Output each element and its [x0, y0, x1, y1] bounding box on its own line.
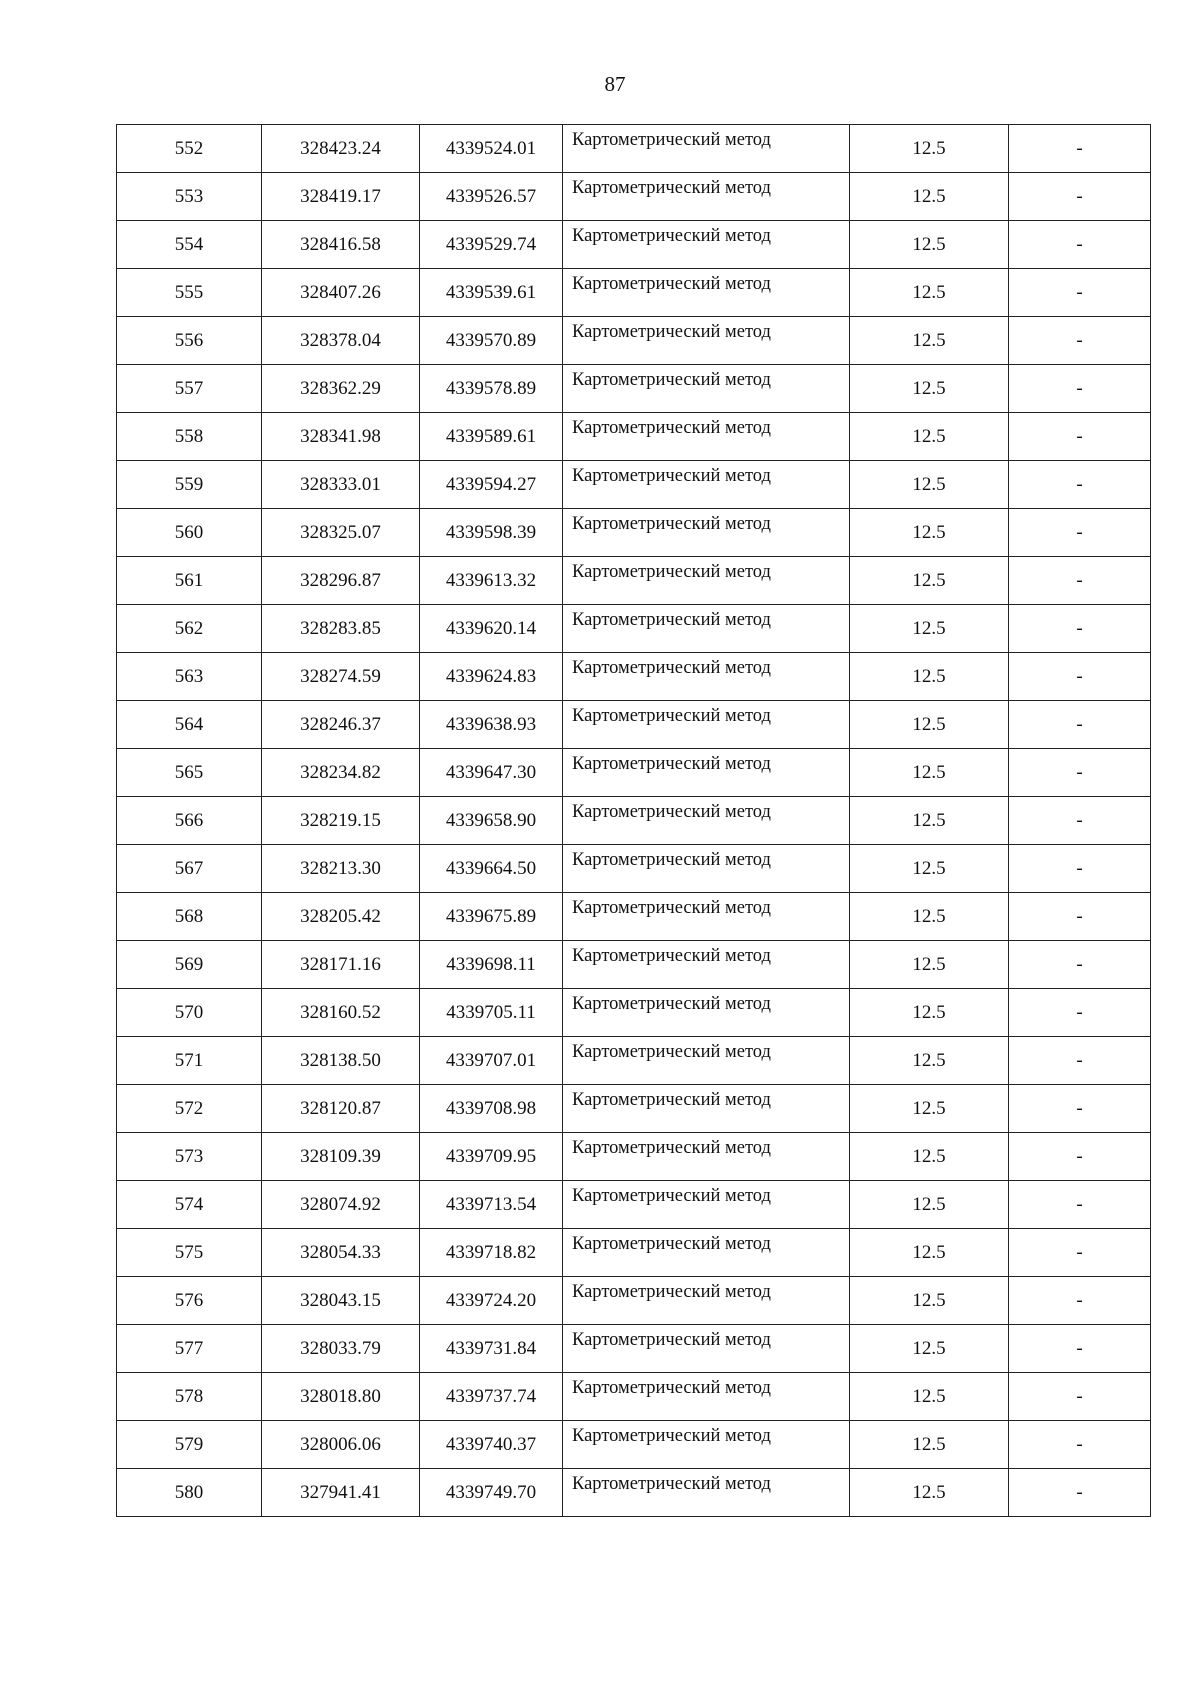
accuracy-cell: 12.5 — [850, 1277, 1009, 1325]
accuracy-cell: 12.5 — [850, 413, 1009, 461]
x-coordinate-cell: 328138.50 — [262, 1037, 420, 1085]
x-coordinate-cell: 328341.98 — [262, 413, 420, 461]
y-coordinate-cell: 4339713.54 — [420, 1181, 563, 1229]
point-number-cell: 570 — [117, 989, 262, 1037]
point-number-cell: 558 — [117, 413, 262, 461]
x-coordinate-cell: 327941.41 — [262, 1469, 420, 1517]
note-cell: - — [1009, 365, 1151, 413]
note-cell: - — [1009, 221, 1151, 269]
y-coordinate-cell: 4339589.61 — [420, 413, 563, 461]
point-number-cell: 577 — [117, 1325, 262, 1373]
table-row — [117, 941, 1151, 989]
y-coordinate-cell: 4339647.30 — [420, 749, 563, 797]
method-cell: Картометрический метод — [563, 941, 850, 989]
point-number-cell: 554 — [117, 221, 262, 269]
point-number-cell: 556 — [117, 317, 262, 365]
table-row — [117, 1037, 1151, 1085]
x-coordinate-cell: 328296.87 — [262, 557, 420, 605]
x-coordinate-cell: 328018.80 — [262, 1373, 420, 1421]
accuracy-cell: 12.5 — [850, 1421, 1009, 1469]
note-cell: - — [1009, 317, 1151, 365]
note-cell: - — [1009, 653, 1151, 701]
note-cell: - — [1009, 845, 1151, 893]
method-cell: Картометрический метод — [563, 509, 850, 557]
y-coordinate-cell: 4339675.89 — [420, 893, 563, 941]
accuracy-cell: 12.5 — [850, 365, 1009, 413]
method-cell: Картометрический метод — [563, 701, 850, 749]
note-cell: - — [1009, 557, 1151, 605]
note-cell: - — [1009, 797, 1151, 845]
point-number-cell: 559 — [117, 461, 262, 509]
accuracy-cell: 12.5 — [850, 749, 1009, 797]
table-row — [117, 1373, 1151, 1421]
method-cell: Картометрический метод — [563, 1373, 850, 1421]
table-row — [117, 1181, 1151, 1229]
y-coordinate-cell: 4339708.98 — [420, 1085, 563, 1133]
method-cell: Картометрический метод — [563, 749, 850, 797]
y-coordinate-cell: 4339709.95 — [420, 1133, 563, 1181]
x-coordinate-cell: 328171.16 — [262, 941, 420, 989]
note-cell: - — [1009, 941, 1151, 989]
x-coordinate-cell: 328219.15 — [262, 797, 420, 845]
y-coordinate-cell: 4339731.84 — [420, 1325, 563, 1373]
table-row — [117, 557, 1151, 605]
x-coordinate-cell: 328120.87 — [262, 1085, 420, 1133]
y-coordinate-cell: 4339749.70 — [420, 1469, 563, 1517]
y-coordinate-cell: 4339698.11 — [420, 941, 563, 989]
point-number-cell: 575 — [117, 1229, 262, 1277]
point-number-cell: 568 — [117, 893, 262, 941]
table-row — [117, 1277, 1151, 1325]
x-coordinate-cell: 328325.07 — [262, 509, 420, 557]
table-row — [117, 413, 1151, 461]
accuracy-cell: 12.5 — [850, 317, 1009, 365]
table-row — [117, 1421, 1151, 1469]
table-row — [117, 1325, 1151, 1373]
point-number-cell: 566 — [117, 797, 262, 845]
note-cell: - — [1009, 1181, 1151, 1229]
y-coordinate-cell: 4339594.27 — [420, 461, 563, 509]
point-number-cell: 573 — [117, 1133, 262, 1181]
point-number-cell: 557 — [117, 365, 262, 413]
note-cell: - — [1009, 893, 1151, 941]
method-cell: Картометрический метод — [563, 269, 850, 317]
accuracy-cell: 12.5 — [850, 941, 1009, 989]
table-row — [117, 797, 1151, 845]
point-number-cell: 564 — [117, 701, 262, 749]
point-number-cell: 574 — [117, 1181, 262, 1229]
accuracy-cell: 12.5 — [850, 461, 1009, 509]
y-coordinate-cell: 4339707.01 — [420, 1037, 563, 1085]
point-number-cell: 562 — [117, 605, 262, 653]
point-number-cell: 553 — [117, 173, 262, 221]
method-cell: Картометрический метод — [563, 1181, 850, 1229]
table-row — [117, 365, 1151, 413]
x-coordinate-cell: 328234.82 — [262, 749, 420, 797]
method-cell: Картометрический метод — [563, 1469, 850, 1517]
note-cell: - — [1009, 605, 1151, 653]
x-coordinate-cell: 328378.04 — [262, 317, 420, 365]
note-cell: - — [1009, 1373, 1151, 1421]
method-cell: Картометрический метод — [563, 1085, 850, 1133]
x-coordinate-cell: 328213.30 — [262, 845, 420, 893]
y-coordinate-cell: 4339624.83 — [420, 653, 563, 701]
point-number-cell: 561 — [117, 557, 262, 605]
note-cell: - — [1009, 989, 1151, 1037]
method-cell: Картометрический метод — [563, 653, 850, 701]
x-coordinate-cell: 328416.58 — [262, 221, 420, 269]
y-coordinate-cell: 4339724.20 — [420, 1277, 563, 1325]
point-number-cell: 565 — [117, 749, 262, 797]
y-coordinate-cell: 4339705.11 — [420, 989, 563, 1037]
table-row — [117, 1469, 1151, 1517]
point-number-cell: 560 — [117, 509, 262, 557]
note-cell: - — [1009, 1085, 1151, 1133]
x-coordinate-cell: 328160.52 — [262, 989, 420, 1037]
x-coordinate-cell: 328283.85 — [262, 605, 420, 653]
method-cell: Картометрический метод — [563, 365, 850, 413]
table-row — [117, 1133, 1151, 1181]
table-row — [117, 989, 1151, 1037]
point-number-cell: 555 — [117, 269, 262, 317]
y-coordinate-cell: 4339658.90 — [420, 797, 563, 845]
table-row — [117, 605, 1151, 653]
note-cell: - — [1009, 509, 1151, 557]
y-coordinate-cell: 4339664.50 — [420, 845, 563, 893]
y-coordinate-cell: 4339529.74 — [420, 221, 563, 269]
table-row — [117, 221, 1151, 269]
x-coordinate-cell: 328274.59 — [262, 653, 420, 701]
accuracy-cell: 12.5 — [850, 1085, 1009, 1133]
note-cell: - — [1009, 173, 1151, 221]
accuracy-cell: 12.5 — [850, 845, 1009, 893]
method-cell: Картометрический метод — [563, 461, 850, 509]
x-coordinate-cell: 328205.42 — [262, 893, 420, 941]
note-cell: - — [1009, 1325, 1151, 1373]
note-cell: - — [1009, 1469, 1151, 1517]
accuracy-cell: 12.5 — [850, 1229, 1009, 1277]
y-coordinate-cell: 4339524.01 — [420, 125, 563, 173]
x-coordinate-cell: 328054.33 — [262, 1229, 420, 1277]
note-cell: - — [1009, 461, 1151, 509]
accuracy-cell: 12.5 — [850, 605, 1009, 653]
method-cell: Картометрический метод — [563, 317, 850, 365]
y-coordinate-cell: 4339578.89 — [420, 365, 563, 413]
x-coordinate-cell: 328333.01 — [262, 461, 420, 509]
method-cell: Картометрический метод — [563, 797, 850, 845]
table-row — [117, 509, 1151, 557]
x-coordinate-cell: 328407.26 — [262, 269, 420, 317]
y-coordinate-cell: 4339718.82 — [420, 1229, 563, 1277]
x-coordinate-cell: 328043.15 — [262, 1277, 420, 1325]
x-coordinate-cell: 328006.06 — [262, 1421, 420, 1469]
accuracy-cell: 12.5 — [850, 701, 1009, 749]
accuracy-cell: 12.5 — [850, 989, 1009, 1037]
method-cell: Картометрический метод — [563, 221, 850, 269]
point-number-cell: 572 — [117, 1085, 262, 1133]
x-coordinate-cell: 328033.79 — [262, 1325, 420, 1373]
x-coordinate-cell: 328246.37 — [262, 701, 420, 749]
note-cell: - — [1009, 1133, 1151, 1181]
method-cell: Картометрический метод — [563, 1325, 850, 1373]
table-row — [117, 461, 1151, 509]
y-coordinate-cell: 4339570.89 — [420, 317, 563, 365]
table-row — [117, 749, 1151, 797]
method-cell: Картометрический метод — [563, 605, 850, 653]
x-coordinate-cell: 328109.39 — [262, 1133, 420, 1181]
note-cell: - — [1009, 1421, 1151, 1469]
table-row — [117, 701, 1151, 749]
point-number-cell: 563 — [117, 653, 262, 701]
note-cell: - — [1009, 125, 1151, 173]
y-coordinate-cell: 4339613.32 — [420, 557, 563, 605]
method-cell: Картометрический метод — [563, 173, 850, 221]
accuracy-cell: 12.5 — [850, 125, 1009, 173]
method-cell: Картометрический метод — [563, 845, 850, 893]
point-number-cell: 567 — [117, 845, 262, 893]
method-cell: Картометрический метод — [563, 1229, 850, 1277]
coordinates-table-body — [117, 125, 1151, 1517]
point-number-cell: 579 — [117, 1421, 262, 1469]
note-cell: - — [1009, 1229, 1151, 1277]
coordinates-table — [116, 124, 1151, 1517]
y-coordinate-cell: 4339638.93 — [420, 701, 563, 749]
y-coordinate-cell: 4339539.61 — [420, 269, 563, 317]
accuracy-cell: 12.5 — [850, 221, 1009, 269]
y-coordinate-cell: 4339620.14 — [420, 605, 563, 653]
y-coordinate-cell: 4339526.57 — [420, 173, 563, 221]
accuracy-cell: 12.5 — [850, 1325, 1009, 1373]
point-number-cell: 580 — [117, 1469, 262, 1517]
accuracy-cell: 12.5 — [850, 509, 1009, 557]
method-cell: Картометрический метод — [563, 557, 850, 605]
method-cell: Картометрический метод — [563, 1277, 850, 1325]
note-cell: - — [1009, 1277, 1151, 1325]
table-row — [117, 1229, 1151, 1277]
method-cell: Картометрический метод — [563, 125, 850, 173]
accuracy-cell: 12.5 — [850, 1037, 1009, 1085]
y-coordinate-cell: 4339598.39 — [420, 509, 563, 557]
accuracy-cell: 12.5 — [850, 1469, 1009, 1517]
point-number-cell: 576 — [117, 1277, 262, 1325]
note-cell: - — [1009, 1037, 1151, 1085]
y-coordinate-cell: 4339737.74 — [420, 1373, 563, 1421]
accuracy-cell: 12.5 — [850, 893, 1009, 941]
note-cell: - — [1009, 413, 1151, 461]
accuracy-cell: 12.5 — [850, 1133, 1009, 1181]
x-coordinate-cell: 328362.29 — [262, 365, 420, 413]
accuracy-cell: 12.5 — [850, 1373, 1009, 1421]
method-cell: Картометрический метод — [563, 413, 850, 461]
table-row — [117, 653, 1151, 701]
table-row — [117, 893, 1151, 941]
accuracy-cell: 12.5 — [850, 797, 1009, 845]
accuracy-cell: 12.5 — [850, 1181, 1009, 1229]
x-coordinate-cell: 328419.17 — [262, 173, 420, 221]
accuracy-cell: 12.5 — [850, 173, 1009, 221]
note-cell: - — [1009, 701, 1151, 749]
x-coordinate-cell: 328423.24 — [262, 125, 420, 173]
method-cell: Картометрический метод — [563, 1421, 850, 1469]
table-row — [117, 125, 1151, 173]
table-row — [117, 1085, 1151, 1133]
point-number-cell: 578 — [117, 1373, 262, 1421]
method-cell: Картометрический метод — [563, 1037, 850, 1085]
x-coordinate-cell: 328074.92 — [262, 1181, 420, 1229]
y-coordinate-cell: 4339740.37 — [420, 1421, 563, 1469]
note-cell: - — [1009, 269, 1151, 317]
table-row — [117, 173, 1151, 221]
accuracy-cell: 12.5 — [850, 653, 1009, 701]
accuracy-cell: 12.5 — [850, 269, 1009, 317]
accuracy-cell: 12.5 — [850, 557, 1009, 605]
table-row — [117, 317, 1151, 365]
point-number-cell: 571 — [117, 1037, 262, 1085]
method-cell: Картометрический метод — [563, 893, 850, 941]
table-row — [117, 845, 1151, 893]
point-number-cell: 552 — [117, 125, 262, 173]
point-number-cell: 569 — [117, 941, 262, 989]
page-number: 87 — [604, 72, 626, 96]
table-row — [117, 269, 1151, 317]
note-cell: - — [1009, 749, 1151, 797]
method-cell: Картометрический метод — [563, 989, 850, 1037]
method-cell: Картометрический метод — [563, 1133, 850, 1181]
